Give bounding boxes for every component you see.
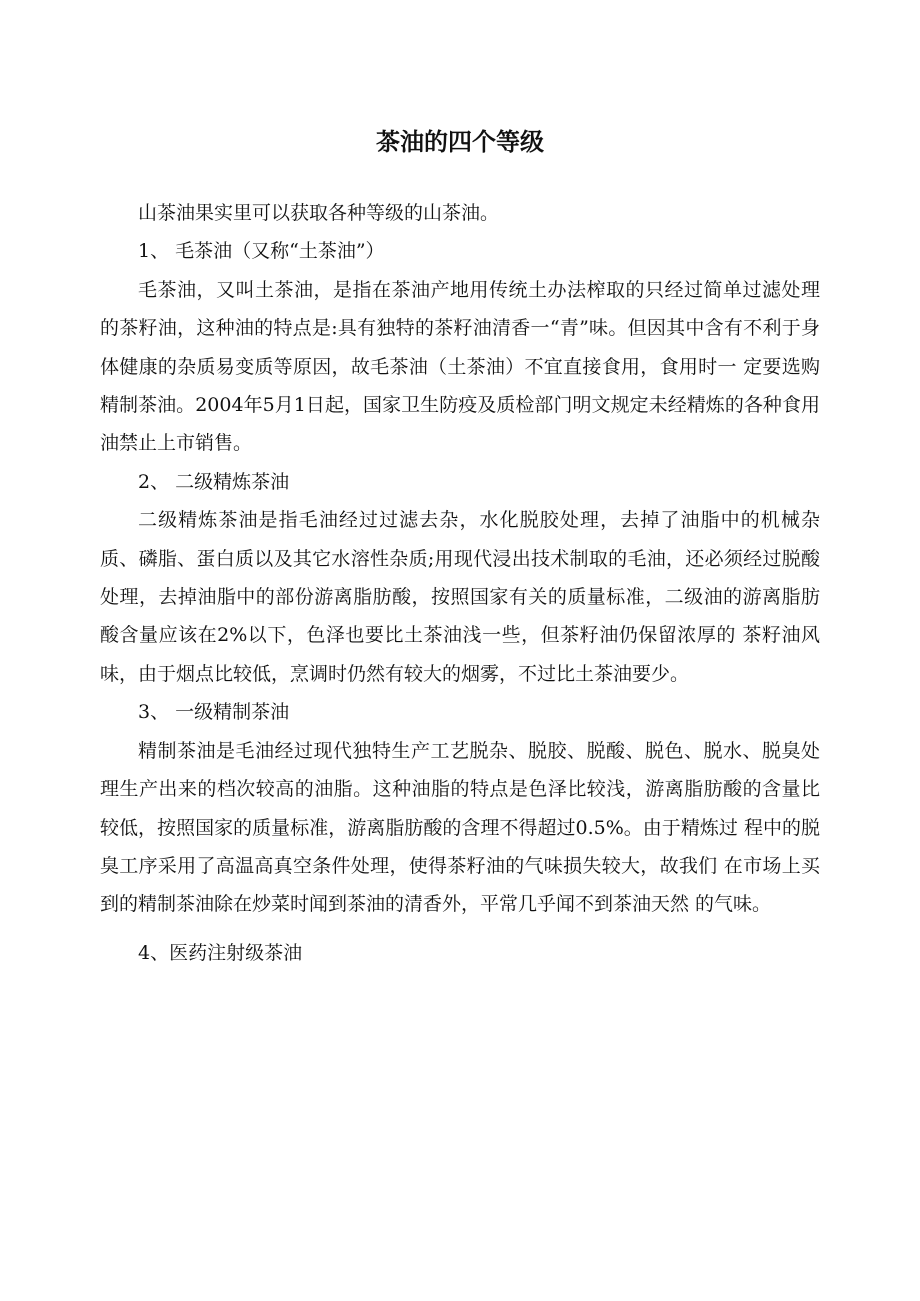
section-heading-3: 3、 一级精制茶油	[138, 701, 290, 724]
intro-paragraph: 山茶油果实里可以获取各种等级的山茶油。	[138, 202, 500, 224]
section-heading-4: 4、医药注射级茶油	[138, 941, 303, 964]
section-body-1: 毛茶油，又叫土茶油，是指在茶油产地用传统土办法榨取的只经过简单过滤处理的茶籽油，这种油的特点是:具有独特的茶籽油清香一“青”味。但因其中含有不利于身体健康的杂质易变质等原因，故毛茶油（土茶油）不宜直接食用，食用时一 定要选购精制茶油。2004年5月1日起，国家卫生防疫及质检部门明文规定未经精炼的各种食用油禁止上市销售。	[100, 278, 820, 455]
page-title: 茶油的四个等级	[376, 128, 544, 156]
section-body-2: 二级精炼茶油是指毛油经过过滤去杂，水化脱胶处理，去掉了油脂中的机械杂质、磷脂、蛋白质以及其它水溶性杂质;用现代浸出技术制取的毛油，还必须经过脱酸处理，去掉油脂中的部份游离脂肪酸，按照国家有关的质量标准，二级油的游离脂肪酸含量应该在2%以下，色泽也要比土茶油浅一些，但茶籽油仍保留浓厚的 茶籽油风味，由于烟点比较低，烹调时仍然有较大的烟雾，不过比土茶油要少。	[100, 509, 820, 685]
section-body-3: 精制茶油是毛油经过现代独特生产工艺脱杂、脱胶、脱酸、脱色、脱水、脱臭处理生产出来的档次较高的油脂。这种油脂的特点是色泽比较浅，游离脂肪酸的含量比较低，按照国家的质量标准，游离脂肪酸的含理不得超过0.5%。由于精炼过 程中的脱臭工序采用了高温高真空条件处理，使得茶籽油的气味损失较大，故我们 在市场上买到的精制茶油除在炒菜时闻到茶油的清香外，平常几乎闻不到茶油天然 的气味。	[100, 739, 820, 916]
document-body	[100, 194, 820, 972]
section-heading-2: 2、 二级精炼茶油	[138, 470, 290, 493]
section-heading-1: 1、 毛茶油（又称“土茶油”）	[138, 240, 385, 263]
